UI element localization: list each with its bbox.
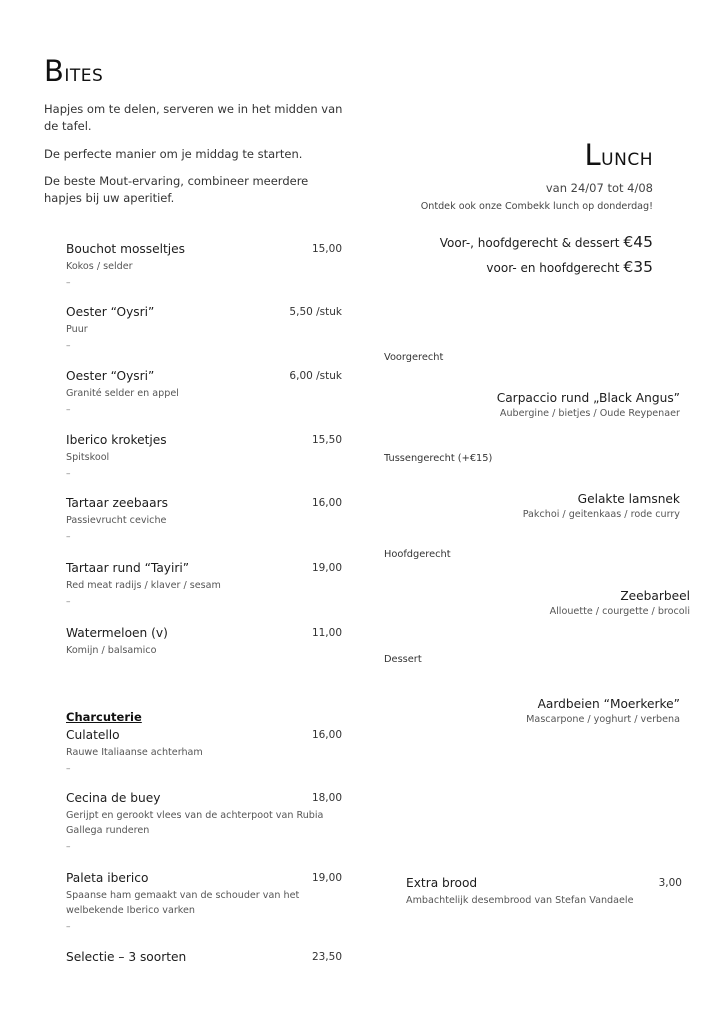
item-desc: Gerijpt en gerookt vlees van de achterpoot van Rubia Gallega runderen: [66, 810, 324, 836]
item-dash: –: [66, 764, 71, 774]
item-desc: Ambachtelijk desembrood van Stefan Vandaele: [406, 895, 634, 906]
menu-item: [66, 626, 342, 658]
dish-name: Gelakte lamsnek: [577, 492, 680, 506]
item-price: 15,00: [311, 243, 342, 255]
bites-intro-1: Hapjes om te delen, serveren we in het midden van de tafel.: [44, 102, 343, 133]
item-price: 11,00: [311, 627, 342, 639]
item-desc: Komijn / balsamico: [66, 645, 157, 656]
menu-item: [66, 561, 342, 607]
item-price: 15,50: [311, 434, 342, 446]
item-price: 6,00 /stuk: [289, 370, 342, 382]
menu-item: [66, 369, 342, 415]
lunch-promo: Ontdek ook onze Combekk lunch op donderdag!: [420, 201, 653, 212]
item-price: 19,00: [311, 562, 342, 574]
menu-item: [66, 728, 342, 774]
menu-item: [66, 433, 342, 479]
item-name: Cecina de buey: [66, 791, 161, 805]
menu-item: [66, 871, 342, 932]
item-desc: Passievrucht ceviche: [66, 515, 167, 526]
dish-name: Aardbeien “Moerkerke”: [537, 697, 680, 711]
item-name: Iberico kroketjes: [66, 433, 167, 447]
item-desc: Granité selder en appel: [66, 388, 179, 399]
bites-title: Bites: [44, 54, 104, 88]
course-dish-dessert: [360, 697, 680, 725]
item-desc: Red meat radijs / klaver / sesam: [66, 580, 221, 591]
price-label: voor- en hoofdgerecht: [486, 261, 620, 275]
item-price: 16,00: [311, 497, 342, 509]
bites-intro-3: De beste Mout-ervaring, combineer meerdere hapjes bij uw aperitief.: [44, 174, 309, 205]
dish-name: Carpaccio rund „Black Angus”: [496, 391, 680, 405]
course-label-main: Hoofdgerecht: [384, 549, 451, 560]
item-dash: –: [66, 922, 71, 932]
item-dash: –: [66, 597, 71, 607]
item-dash: –: [66, 278, 71, 288]
item-name: Selectie – 3 soorten: [66, 950, 187, 964]
dish-desc: Mascarpone / yoghurt / verbena: [526, 714, 680, 725]
course-dish-main: [370, 589, 690, 617]
item-name: Culatello: [66, 728, 120, 742]
item-desc: Rauwe Italiaanse achterham: [66, 747, 203, 758]
item-name: Oester “Oysri”: [66, 305, 155, 319]
dish-desc: Pakchoi / geitenkaas / rode curry: [522, 509, 680, 520]
item-price: 23,50: [311, 951, 342, 963]
item-dash: –: [66, 842, 71, 852]
item-name: Tartaar rund “Tayiri”: [66, 561, 190, 575]
course-label-dessert: Dessert: [384, 654, 422, 665]
item-price: 3,00: [658, 877, 682, 889]
price-value: €35: [623, 258, 653, 276]
lunch-price-two-course: [486, 258, 653, 276]
course-label-starter: Voorgerecht: [384, 352, 444, 363]
item-name: Oester “Oysri”: [66, 369, 155, 383]
item-desc: Kokos / selder: [66, 261, 133, 272]
item-name: Watermeloen (v): [66, 626, 168, 640]
lunch-price-three-course: [440, 233, 653, 251]
item-desc: Spitskool: [66, 452, 110, 463]
item-dash: –: [66, 341, 71, 351]
course-label-intermediate: Tussengerecht (+€15): [384, 453, 493, 464]
item-dash: –: [66, 469, 71, 479]
bites-intro-2: De perfecte manier om je middag te starten.: [44, 147, 303, 161]
item-dash: –: [66, 405, 71, 415]
item-price: 5,50 /stuk: [289, 306, 342, 318]
lunch-dates: van 24/07 tot 4/08: [545, 181, 653, 195]
menu-item: [66, 305, 342, 351]
lunch-title: Lunch: [584, 138, 653, 172]
dish-desc: Aubergine / bietjes / Oude Reypenaer: [499, 408, 680, 419]
menu-item: [66, 950, 342, 964]
item-price: 19,00: [311, 872, 342, 884]
price-label: Voor-, hoofdgerecht & dessert: [439, 236, 620, 250]
menu-item: [66, 242, 342, 288]
item-name: Extra brood: [406, 876, 478, 890]
menu-item: [66, 496, 342, 542]
item-desc: Spaanse ham gemaakt van de schouder van het welbekende Iberico varken: [66, 890, 300, 916]
item-price: 16,00: [311, 729, 342, 741]
course-dish-intermediate: [360, 492, 680, 520]
item-dash: –: [66, 532, 71, 542]
dish-desc: Allouette / courgette / brocoli: [549, 606, 690, 617]
item-name: Paleta iberico: [66, 871, 149, 885]
item-desc: Puur: [66, 324, 88, 335]
course-dish-starter: [360, 391, 680, 419]
item-price: 18,00: [311, 792, 342, 804]
item-name: Bouchot mosseltjes: [66, 242, 186, 256]
extra-bread-item: [406, 876, 682, 908]
menu-item: [66, 791, 342, 852]
dish-name: Zeebarbeel: [620, 589, 690, 603]
charcuterie-heading: Charcuterie: [66, 710, 142, 724]
item-name: Tartaar zeebaars: [66, 496, 168, 510]
price-value: €45: [623, 233, 653, 251]
